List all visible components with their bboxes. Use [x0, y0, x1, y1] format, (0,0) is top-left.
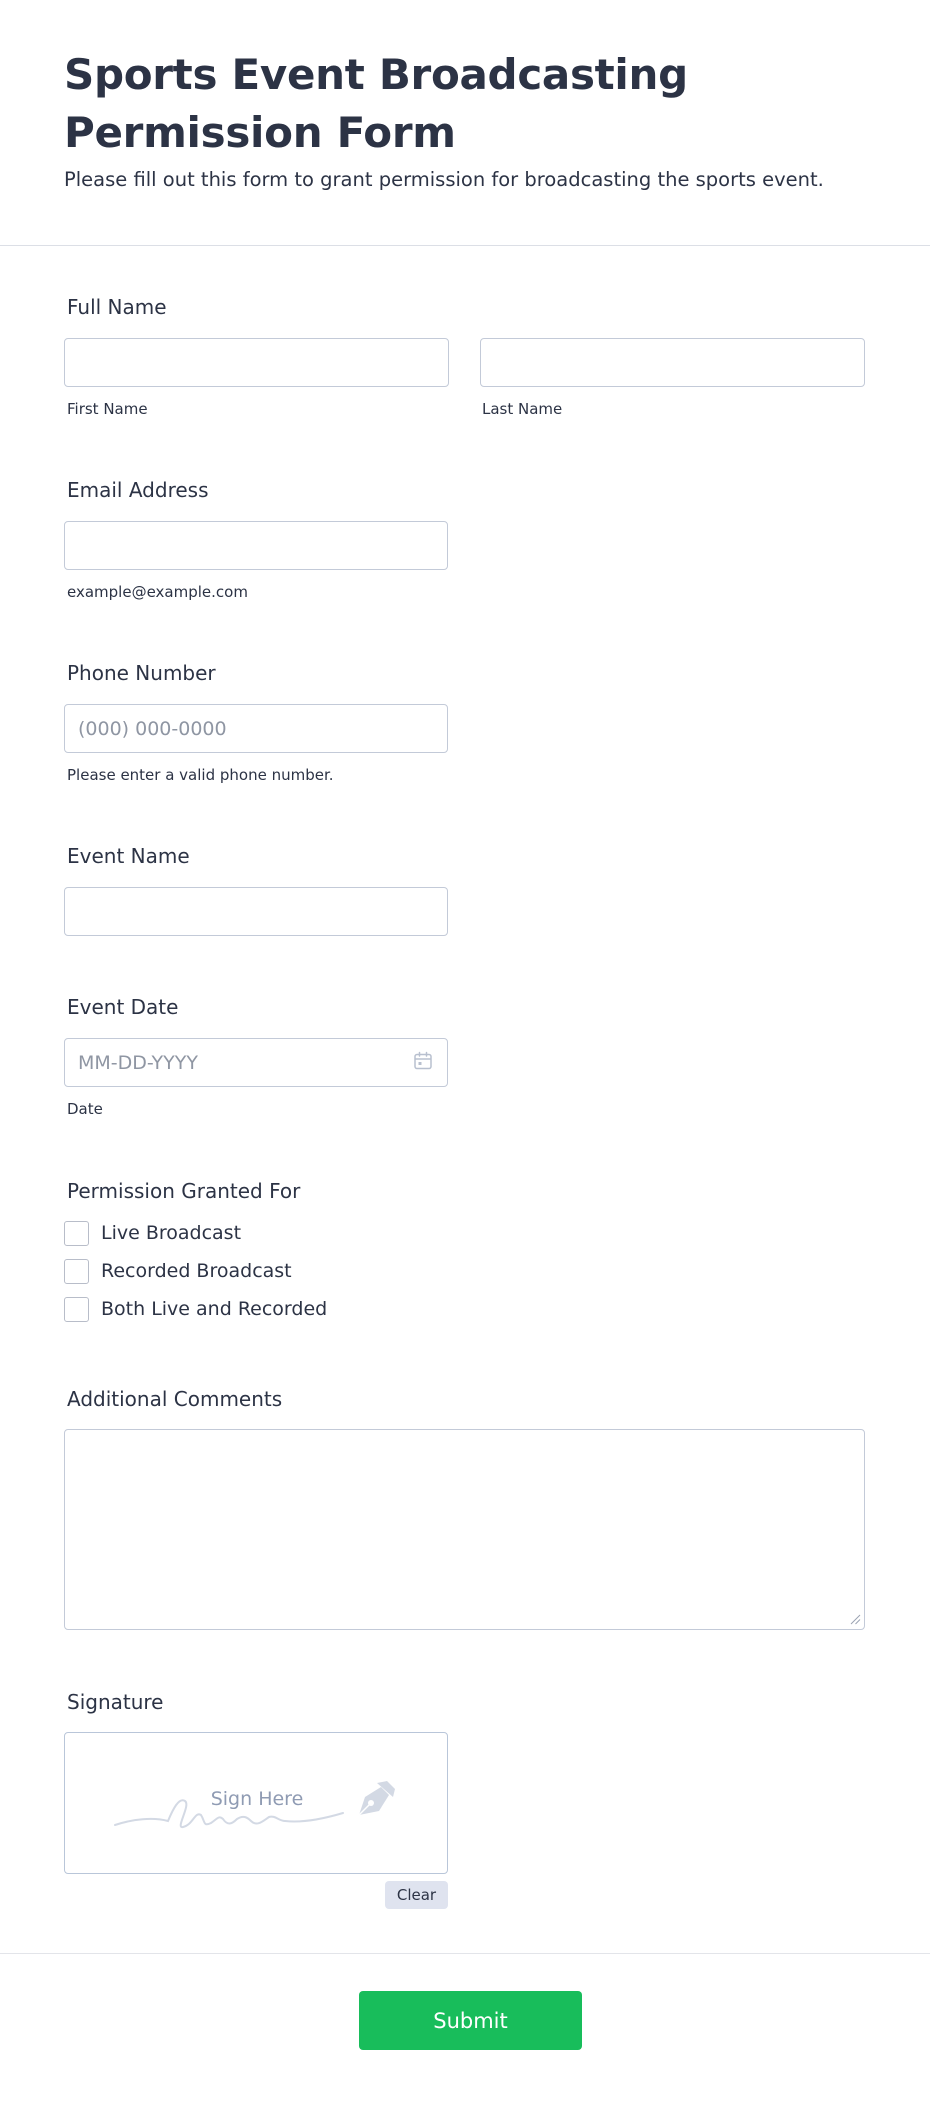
recorded-broadcast-label: Recorded Broadcast — [101, 1260, 292, 1282]
signature-label: Signature — [67, 1690, 164, 1714]
comments-textarea[interactable] — [64, 1429, 865, 1630]
form-subtitle: Please fill out this form to grant permission for broadcasting the sports event. — [64, 168, 824, 191]
last-name-sublabel: Last Name — [482, 400, 563, 418]
email-label: Email Address — [67, 478, 209, 502]
both-broadcast-checkbox[interactable] — [64, 1297, 89, 1322]
live-broadcast-label: Live Broadcast — [101, 1222, 242, 1244]
signature-scribble-icon — [113, 1775, 403, 1835]
first-name-input[interactable] — [64, 338, 449, 387]
email-input[interactable] — [64, 521, 448, 570]
last-name-input[interactable] — [480, 338, 865, 387]
calendar-icon[interactable] — [413, 1051, 433, 1071]
pen-nib-icon — [359, 1781, 395, 1815]
comments-label: Additional Comments — [67, 1387, 283, 1411]
first-name-sublabel: First Name — [67, 400, 148, 418]
event-name-input[interactable] — [64, 887, 448, 936]
sign-here-hint: Sign Here — [210, 1788, 304, 1810]
clear-signature-button[interactable]: Clear — [385, 1881, 448, 1909]
resize-grip-icon[interactable] — [849, 1613, 861, 1625]
permission-label: Permission Granted For — [67, 1179, 301, 1203]
permission-option-both[interactable] — [64, 1296, 327, 1322]
phone-label: Phone Number — [67, 661, 216, 685]
event-date-label: Event Date — [67, 995, 179, 1019]
phone-input[interactable] — [64, 704, 448, 753]
full-name-label: Full Name — [67, 295, 167, 319]
submit-button[interactable]: Submit — [359, 1991, 582, 2050]
form-header — [0, 0, 930, 246]
permission-option-recorded[interactable] — [64, 1258, 292, 1284]
footer-divider — [0, 1953, 930, 1954]
signature-pad[interactable] — [64, 1732, 448, 1874]
event-date-sublabel: Date — [67, 1100, 103, 1118]
live-broadcast-checkbox[interactable] — [64, 1221, 89, 1246]
email-sublabel: example@example.com — [67, 583, 248, 601]
recorded-broadcast-checkbox[interactable] — [64, 1259, 89, 1284]
event-date-input[interactable] — [64, 1038, 448, 1087]
form-title: Sports Event Broadcasting Permission Form — [64, 50, 688, 157]
event-name-label: Event Name — [67, 844, 190, 868]
both-broadcast-label: Both Live and Recorded — [101, 1298, 328, 1320]
permission-option-live[interactable] — [64, 1220, 241, 1246]
phone-sublabel: Please enter a valid phone number. — [67, 766, 334, 784]
